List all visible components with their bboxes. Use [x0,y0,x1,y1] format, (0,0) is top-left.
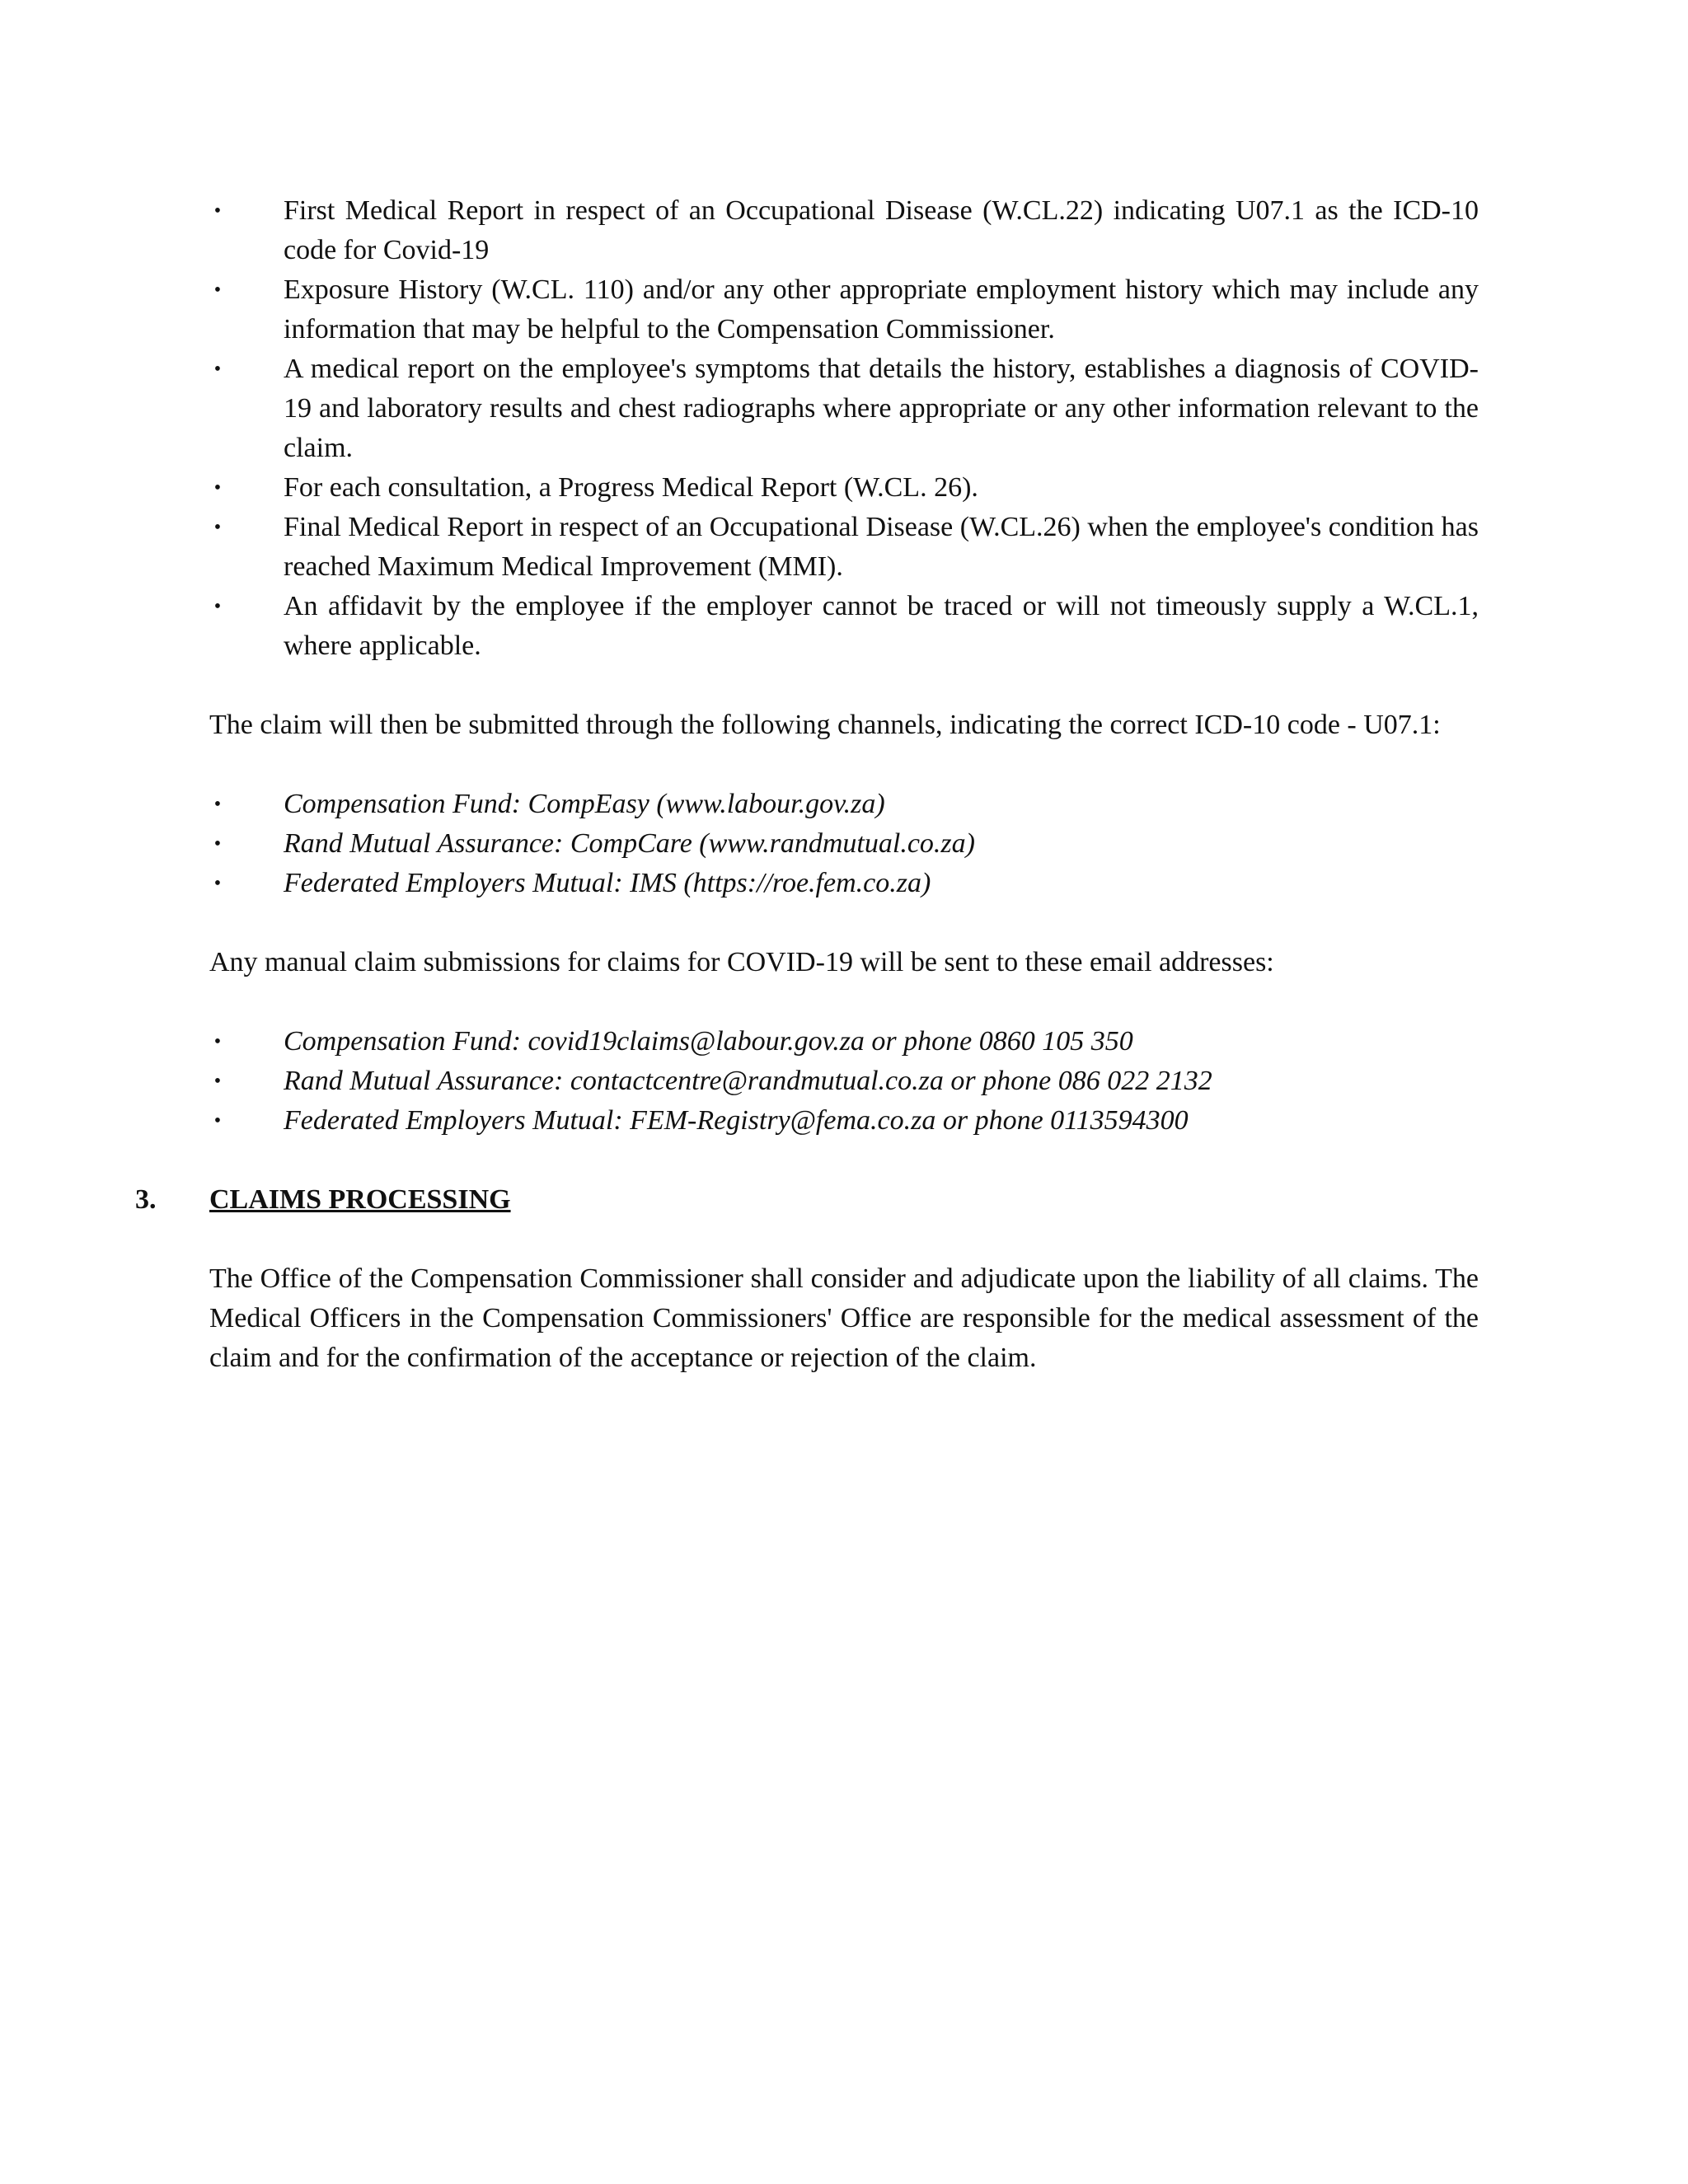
manual-intro: Any manual claim submissions for claims for COVID-19 will be sent to these email addresses: [209,947,1274,977]
list-item-text: Rand Mutual Assurance: CompCare (www.randmutual.co.za) [284,828,975,859]
list-item-text: Federated Employers Mutual: IMS (https://roe.fem.co.za) [284,868,931,898]
channels-intro: The claim will then be submitted through the following channels, indicating the correct ICD-10 code - U07.1: [209,710,1441,740]
list-item [209,468,1479,508]
bullet-icon: • [213,477,222,499]
section-heading [135,1180,1479,1220]
list-item [209,864,1479,903]
list-item-text: Federated Employers Mutual: FEM-Registry@fema.co.za or phone 0113594300 [284,1105,1189,1136]
list-item [209,785,1479,824]
page-content [135,191,1479,1378]
bullet-icon: • [213,794,222,815]
bullet-icon: • [213,596,222,617]
bullet-icon: • [213,517,222,538]
manual-submission-list [209,1022,1479,1141]
section-body: The Office of the Compensation Commissioner shall consider and adjudicate upon the liability of all claims. The Medical Officers in the Compensation Commissioners' Office are responsible for the medical assessment of the claim and for the confirmation of the acceptance or rejection of the claim. [209,1263,1479,1373]
section-number: 3. [135,1184,157,1215]
list-item-text: First Medical Report in respect of an Occupational Disease (W.CL.22) indicating U07.1 as the ICD-10 code for Covid-19 [284,195,1479,265]
bullet-icon: • [213,1071,222,1092]
list-item [209,508,1479,587]
list-item [209,587,1479,666]
list-item [209,349,1479,468]
section-title: CLAIMS PROCESSING [209,1184,511,1215]
bullet-icon: • [213,1031,222,1052]
bullet-icon: • [213,833,222,855]
list-item-text: Rand Mutual Assurance: contactcentre@randmutual.co.za or phone 086 022 2132 [284,1066,1212,1096]
list-item [209,1022,1479,1062]
list-item-text: For each consultation, a Progress Medical Report (W.CL. 26). [284,472,978,503]
list-item [209,824,1479,864]
list-item-text: A medical report on the employee's symptoms that details the history, establishes a diagnosis of COVID-19 and laboratory results and chest radiographs where appropriate or any other information relevant to the claim. [284,354,1479,463]
list-item-text: An affidavit by the employee if the employer cannot be traced or will not timeously supply a W.CL.1, where applicable. [284,591,1479,661]
list-item-text: Compensation Fund: covid19claims@labour.gov.za or phone 0860 105 350 [284,1026,1133,1057]
list-item-text: Final Medical Report in respect of an Occupational Disease (W.CL.26) when the employee's condition has reached Maximum Medical Improvement (MMI). [284,512,1479,582]
bullet-icon: • [213,359,222,380]
bullet-icon: • [213,873,222,894]
list-item [209,1062,1479,1101]
bullet-icon: • [213,279,222,301]
list-item [209,1101,1479,1141]
list-item-text: Compensation Fund: CompEasy (www.labour.gov.za) [284,789,885,819]
bullet-icon: • [213,200,222,222]
list-item-text: Exposure History (W.CL. 110) and/or any other appropriate employment history which may include any information that may be helpful to the Compensation Commissioner. [284,274,1479,344]
requirements-list [209,191,1479,666]
channels-list [209,785,1479,903]
bullet-icon: • [213,1110,222,1132]
list-item [209,191,1479,270]
list-item [209,270,1479,349]
